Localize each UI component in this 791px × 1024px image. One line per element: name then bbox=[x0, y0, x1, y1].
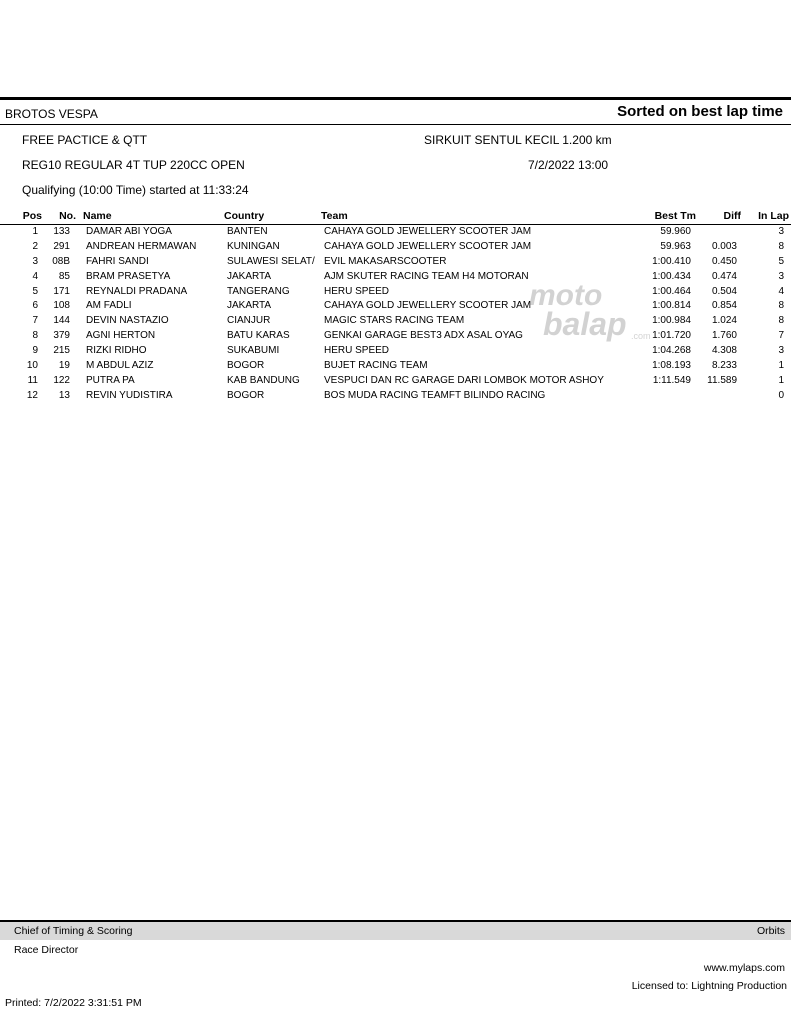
cell-team: AJM SKUTER RACING TEAM H4 MOTORAN bbox=[324, 270, 529, 282]
cell-best-time: 1:00.814 bbox=[652, 300, 691, 312]
cell-team: EVIL MAKASARSCOOTER bbox=[324, 255, 447, 267]
cell-country: SULAWESI SELAT/ bbox=[227, 255, 315, 267]
col-diff: Diff bbox=[723, 210, 741, 222]
col-in-lap: In Lap bbox=[758, 210, 789, 222]
cell-country: JAKARTA bbox=[227, 300, 272, 312]
cell-team: CAHAYA GOLD JEWELLERY SCOOTER JAM bbox=[324, 300, 532, 312]
cell-team: BOS MUDA RACING TEAMFT BILINDO RACING bbox=[324, 389, 546, 401]
cell-number: 19 bbox=[58, 360, 70, 372]
cell-name: BRAM PRASETYA bbox=[86, 270, 171, 282]
cell-in-lap: 1 bbox=[778, 374, 784, 386]
cell-pos: 8 bbox=[32, 330, 38, 342]
table-row bbox=[0, 375, 791, 390]
cell-pos: 6 bbox=[32, 300, 38, 312]
cell-country: BANTEN bbox=[227, 226, 268, 237]
cell-in-lap: 3 bbox=[778, 226, 784, 237]
cell-name: PUTRA PA bbox=[86, 374, 135, 386]
sort-note: Sorted on best lap time bbox=[617, 103, 783, 120]
cell-team: HERU SPEED bbox=[324, 345, 390, 357]
cell-name: DAMAR ABI YOGA bbox=[86, 226, 172, 237]
cell-number: 122 bbox=[53, 374, 70, 386]
cell-country: BOGOR bbox=[227, 360, 265, 372]
orbits-label: Orbits bbox=[756, 925, 785, 937]
cell-best-time: 1:04.268 bbox=[652, 345, 691, 357]
cell-pos: 2 bbox=[32, 240, 38, 252]
cell-number: 108 bbox=[53, 300, 70, 312]
cell-number: 08B bbox=[52, 255, 70, 267]
cell-in-lap: 7 bbox=[778, 330, 784, 342]
cell-team: HERU SPEED bbox=[324, 285, 390, 297]
cell-team: CAHAYA GOLD JEWELLERY SCOOTER JAM bbox=[324, 240, 532, 252]
chief-timing-label: Chief of Timing & Scoring bbox=[14, 925, 133, 937]
cell-country: CIANJUR bbox=[227, 315, 271, 327]
cell-number: 291 bbox=[53, 240, 70, 252]
results-table bbox=[0, 226, 791, 405]
cell-pos: 4 bbox=[32, 270, 38, 282]
cell-diff: 1.024 bbox=[711, 315, 737, 327]
table-row bbox=[0, 390, 791, 405]
cell-country: JAKARTA bbox=[227, 270, 272, 282]
cell-country: KUNINGAN bbox=[227, 240, 280, 252]
cell-best-time: 59.963 bbox=[660, 240, 691, 252]
cell-country: KAB BANDUNG bbox=[227, 374, 300, 386]
organizer-title: BROTOS VESPA bbox=[5, 107, 98, 121]
cell-diff: 0.474 bbox=[711, 270, 737, 282]
cell-pos: 11 bbox=[27, 374, 38, 386]
cell-diff: 0.504 bbox=[711, 285, 737, 297]
cell-in-lap: 1 bbox=[778, 360, 784, 372]
cell-number: 379 bbox=[53, 330, 70, 342]
cell-best-time: 1:08.193 bbox=[652, 360, 691, 372]
cell-pos: 10 bbox=[26, 360, 38, 372]
watermark-line2: balap bbox=[543, 306, 627, 342]
col-no: No. bbox=[59, 210, 76, 222]
col-country: Country bbox=[224, 210, 265, 222]
cell-best-time: 1:00.984 bbox=[652, 315, 691, 327]
cell-diff: 0.854 bbox=[711, 300, 737, 312]
class-name: REG10 REGULAR 4T TUP 220CC OPEN bbox=[22, 158, 245, 172]
header-rule bbox=[0, 124, 791, 125]
circuit-name: SIRKUIT SENTUL KECIL 1.200 km bbox=[424, 133, 612, 147]
cell-diff: 8.233 bbox=[711, 360, 737, 372]
cell-team: CAHAYA GOLD JEWELLERY SCOOTER JAM bbox=[324, 226, 532, 237]
cell-number: 85 bbox=[58, 270, 70, 282]
cell-name: REYNALDI PRADANA bbox=[86, 285, 188, 297]
cell-name: RIZKI RIDHO bbox=[86, 345, 147, 357]
col-best-time: Best Tm bbox=[654, 210, 696, 222]
cell-pos: 3 bbox=[32, 255, 38, 267]
cell-in-lap: 3 bbox=[778, 345, 784, 357]
table-row bbox=[0, 226, 791, 241]
watermark-suffix: .com bbox=[631, 331, 651, 341]
col-team: Team bbox=[321, 210, 348, 222]
cell-in-lap: 8 bbox=[778, 300, 784, 312]
cell-country: TANGERANG bbox=[227, 285, 290, 297]
cell-number: 215 bbox=[53, 345, 70, 357]
cell-in-lap: 0 bbox=[778, 389, 784, 401]
cell-team: VESPUCI DAN RC GARAGE DARI LOMBOK MOTOR ASHOY bbox=[324, 374, 604, 386]
session-name: FREE PACTICE & QTT bbox=[22, 133, 148, 147]
table-row bbox=[0, 330, 791, 345]
column-rule bbox=[0, 224, 791, 225]
cell-name: DEVIN NASTAZIO bbox=[86, 315, 169, 327]
race-director-label: Race Director bbox=[14, 944, 79, 956]
cell-country: BOGOR bbox=[227, 389, 265, 401]
website-link[interactable]: www.mylaps.com bbox=[703, 962, 785, 974]
cell-pos: 7 bbox=[32, 315, 38, 327]
cell-name: REVIN YUDISTIRA bbox=[86, 389, 173, 401]
column-headers bbox=[0, 210, 791, 224]
cell-in-lap: 3 bbox=[778, 270, 784, 282]
cell-pos: 5 bbox=[32, 285, 38, 297]
cell-diff: 0.450 bbox=[711, 255, 737, 267]
printed-timestamp: Printed: 7/2/2022 3:31:51 PM bbox=[5, 997, 142, 1009]
cell-name: M ABDUL AZIZ bbox=[86, 360, 154, 372]
cell-best-time: 1:11.549 bbox=[652, 374, 691, 386]
cell-in-lap: 8 bbox=[778, 240, 784, 252]
qualifying-info: Qualifying (10:00 Time) started at 11:33:24 bbox=[22, 183, 249, 197]
table-row bbox=[0, 256, 791, 271]
cell-best-time: 59.960 bbox=[660, 226, 691, 237]
cell-number: 144 bbox=[53, 315, 70, 327]
cell-in-lap: 5 bbox=[778, 255, 784, 267]
cell-number: 171 bbox=[53, 285, 70, 297]
cell-name: ANDREAN HERMAWAN bbox=[86, 240, 197, 252]
table-row bbox=[0, 300, 791, 315]
cell-diff: 0.003 bbox=[711, 240, 737, 252]
cell-number: 133 bbox=[53, 226, 70, 237]
cell-best-time: 1:00.464 bbox=[652, 285, 691, 297]
cell-diff: 4.308 bbox=[711, 345, 737, 357]
cell-best-time: 1:00.434 bbox=[652, 270, 691, 282]
table-row bbox=[0, 271, 791, 286]
cell-pos: 1 bbox=[32, 226, 38, 237]
cell-diff: 11.589 bbox=[707, 374, 737, 386]
license-info: Licensed to: Lightning Production bbox=[631, 980, 787, 992]
table-row bbox=[0, 286, 791, 301]
table-row bbox=[0, 241, 791, 256]
cell-name: FAHRI SANDI bbox=[86, 255, 149, 267]
cell-country: SUKABUMI bbox=[227, 345, 280, 357]
cell-team: BUJET RACING TEAM bbox=[324, 360, 428, 372]
cell-in-lap: 4 bbox=[778, 285, 784, 297]
col-name: Name bbox=[83, 210, 112, 222]
cell-number: 13 bbox=[58, 389, 70, 401]
table-row bbox=[0, 345, 791, 360]
cell-diff: 1.760 bbox=[711, 330, 737, 342]
cell-pos: 9 bbox=[32, 345, 38, 357]
top-rule bbox=[0, 97, 791, 100]
cell-best-time: 1:01.720 bbox=[652, 330, 691, 342]
watermark-line1: moto bbox=[529, 279, 603, 312]
cell-name: AGNI HERTON bbox=[86, 330, 156, 342]
cell-in-lap: 8 bbox=[778, 315, 784, 327]
cell-name: AM FADLI bbox=[86, 300, 132, 312]
col-pos: Pos bbox=[22, 210, 42, 222]
cell-country: BATU KARAS bbox=[227, 330, 290, 342]
cell-best-time: 1:00.410 bbox=[652, 255, 691, 267]
cell-team: MAGIC STARS RACING TEAM bbox=[324, 315, 465, 327]
table-row bbox=[0, 360, 791, 375]
table-row bbox=[0, 315, 791, 330]
cell-pos: 12 bbox=[26, 389, 38, 401]
session-datetime: 7/2/2022 13:00 bbox=[528, 158, 609, 172]
cell-team: GENKAI GARAGE BEST3 ADX ASAL OYAG bbox=[324, 330, 523, 342]
